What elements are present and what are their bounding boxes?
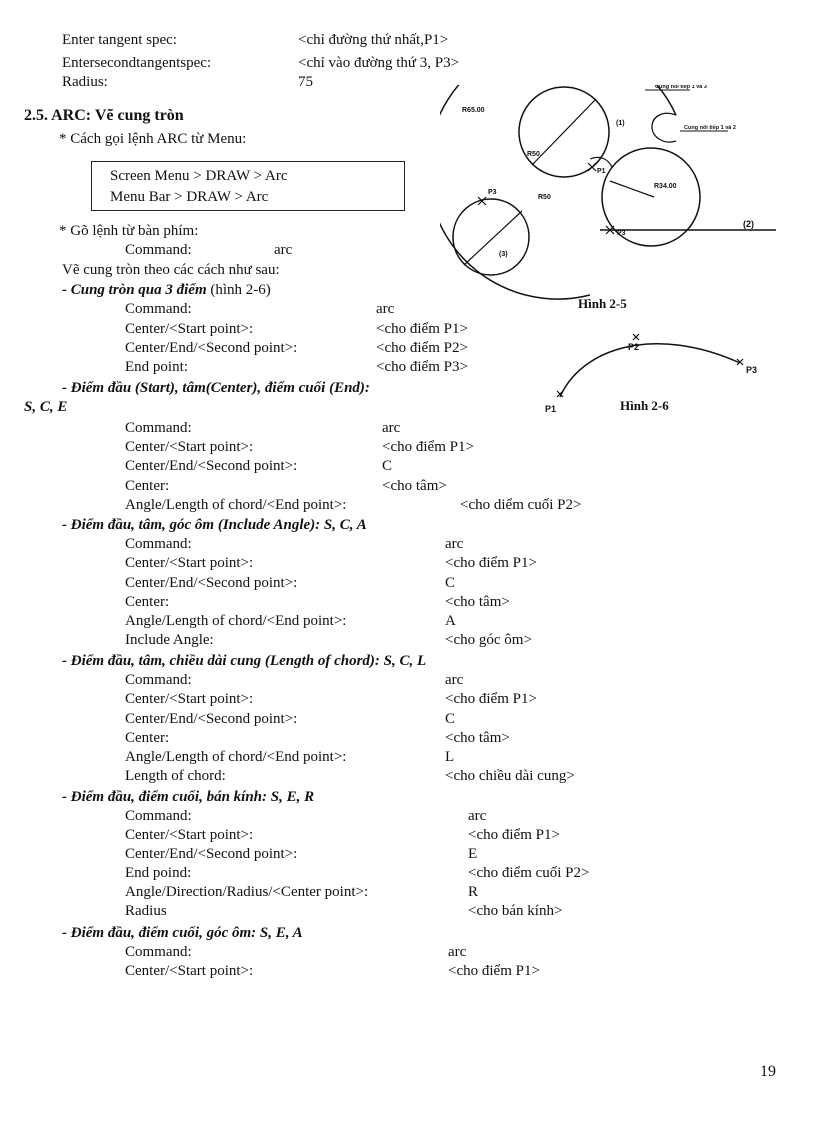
top-line-3-value: 75 xyxy=(298,74,313,90)
method-2-row-value: <cho diểm cuối P2> xyxy=(460,497,582,513)
method-3-row-value: A xyxy=(445,613,456,629)
arc-through-3-points xyxy=(560,344,740,397)
method-2-title: - Điểm đầu (Start), tâm(Center), điểm cuối (End): xyxy=(62,380,370,396)
method-2-row-label: Angle/Length of chord/<End point>: xyxy=(125,497,347,513)
method-4-row-value: <cho điểm P1> xyxy=(445,691,537,707)
method-3-row-value: <cho góc ôm> xyxy=(445,632,532,648)
page-number: 19 xyxy=(760,1063,776,1080)
top-line-2-value: <chỉ vào đường thứ 3, P3> xyxy=(298,55,460,71)
method-4-row-label: Angle/Length of chord/<End point>: xyxy=(125,749,347,765)
fig25-label: R50 xyxy=(527,151,540,158)
method-4-row-label: Center: xyxy=(125,730,170,746)
method-5-row-value: <cho bán kính> xyxy=(468,903,563,919)
fig25-label: (1) xyxy=(616,120,625,127)
fig26-label-p3: P3 xyxy=(746,365,758,375)
method-3-title: - Điểm đầu, tâm, góc ôm (Include Angle): S, C, A xyxy=(62,517,367,533)
method-2-row-value: arc xyxy=(382,420,401,436)
method-5-row-label: End poind: xyxy=(125,865,192,881)
keyboard-intro: * Gõ lệnh từ bàn phím: xyxy=(59,223,199,239)
methods-intro: Vẽ cung tròn theo các cách như sau: xyxy=(62,262,280,278)
fig26-label-p1: P1 xyxy=(545,404,557,414)
method-3-row-label: Include Angle: xyxy=(125,632,214,648)
method-2-row-value: <cho tâm> xyxy=(382,478,447,494)
method-5-row-label: Center/End/<Second point>: xyxy=(125,846,298,862)
figure-2-5 xyxy=(440,85,810,300)
menu-path-menubar: Menu Bar > DRAW > Arc xyxy=(110,189,269,205)
method-3-row-value: arc xyxy=(445,536,464,552)
figure-2-5-caption: Hình 2-5 xyxy=(578,296,627,311)
method-5-row-label: Angle/Direction/Radius/<Center point>: xyxy=(125,884,369,900)
method-1-row-label: End point: xyxy=(125,359,188,375)
method-1-row-value: <cho điểm P2> xyxy=(376,340,468,356)
figure-2-6-caption: Hình 2-6 xyxy=(620,398,669,413)
method-2-row-label: Command: xyxy=(125,420,192,436)
fig25-label: (2) xyxy=(743,219,754,229)
menu-path-box xyxy=(91,161,405,211)
method-5-row-label: Center/<Start point>: xyxy=(125,827,254,843)
method-6-title: - Điểm đầu, điểm cuối, góc ôm: S, E, A xyxy=(62,925,303,941)
method-4-row-label: Center/<Start point>: xyxy=(125,691,254,707)
fig25-label: P3 xyxy=(617,230,626,237)
method-3-row-value: <cho điểm P1> xyxy=(445,555,537,571)
method-3-row-label: Center/End/<Second point>: xyxy=(125,575,298,591)
method-4-row-value: C xyxy=(445,711,456,727)
method-4-row-value: <cho chiều dài cung> xyxy=(445,768,575,784)
top-line-2-label: Entersecondtangentspec: xyxy=(62,55,212,71)
method-4-row-value: arc xyxy=(445,672,464,688)
fig25-label: P1 xyxy=(597,168,606,175)
method-6-row-value: <cho điểm P1> xyxy=(448,963,540,979)
method-4-row-label: Center/End/<Second point>: xyxy=(125,711,298,727)
method-5-row-value: arc xyxy=(468,808,487,824)
method-6-row-value: arc xyxy=(448,944,467,960)
method-6-row-label: Center/<Start point>: xyxy=(125,963,254,979)
method-1-row-value: <cho điểm P3> xyxy=(376,359,468,375)
method-5-row-label: Radius xyxy=(125,903,167,919)
method-2-title-cont: S, C, E xyxy=(24,399,68,415)
method-1-title: - Cung tròn qua 3 điểm (hình 2-6) xyxy=(62,282,271,298)
method-5-row-value: R xyxy=(468,884,479,900)
top-line-1-label: Enter tangent spec: xyxy=(62,32,177,48)
method-3-row-label: Angle/Length of chord/<End point>: xyxy=(125,613,347,629)
method-3-row-label: Center/<Start point>: xyxy=(125,555,254,571)
keyboard-cmd-value: arc xyxy=(274,242,293,258)
method-2-row-value: C xyxy=(382,458,393,474)
fig25-label: R50 xyxy=(538,194,551,201)
method-2-row-label: Center/End/<Second point>: xyxy=(125,458,298,474)
top-line-3-label: Radius: xyxy=(62,74,108,90)
fig25-label: Cung nối tiếp 1 và 3 xyxy=(655,85,707,90)
method-1-row-value: <cho điểm P1> xyxy=(376,321,468,337)
method-1-row-label: Center/End/<Second point>: xyxy=(125,340,298,356)
method-5-row-label: Command: xyxy=(125,808,192,824)
method-2-row-value: <cho điểm P1> xyxy=(382,439,474,455)
method-3-row-label: Center: xyxy=(125,594,170,610)
method-3-row-label: Command: xyxy=(125,536,192,552)
tangent-arc-1-3 xyxy=(652,113,676,142)
method-4-title: - Điểm đầu, tâm, chiều dài cung (Length of chord): S, C, L xyxy=(62,653,427,669)
method-3-row-value: C xyxy=(445,575,456,591)
radius-line-3 xyxy=(464,211,522,265)
method-4-row-value: <cho tâm> xyxy=(445,730,510,746)
method-5-row-value: <cho điểm cuối P2> xyxy=(468,865,590,881)
fig25-label: R34.00 xyxy=(654,183,677,190)
menu-intro: * Cách gọi lệnh ARC từ Menu: xyxy=(59,131,247,147)
method-6-row-label: Command: xyxy=(125,944,192,960)
method-3-row-value: <cho tâm> xyxy=(445,594,510,610)
method-1-row-label: Command: xyxy=(125,301,192,317)
radius-line-1 xyxy=(532,99,596,165)
circle-3 xyxy=(453,199,529,275)
method-4-row-label: Length of chord: xyxy=(125,768,226,784)
radius-line-2 xyxy=(610,181,654,197)
method-5-title: - Điểm đầu, điểm cuối, bán kính: S, E, R xyxy=(62,789,315,805)
method-5-row-value: E xyxy=(468,846,478,862)
method-2-row-label: Center: xyxy=(125,478,170,494)
fig25-label: P3 xyxy=(488,189,497,196)
method-1-row-label: Center/<Start point>: xyxy=(125,321,254,337)
fig25-label: Cung nối tiếp 1 và 2 xyxy=(684,125,736,131)
keyboard-cmd-label: Command: xyxy=(125,242,192,258)
section-heading: 2.5. ARC: Vẽ cung tròn xyxy=(24,107,184,124)
top-line-1-value: <chỉ đường thứ nhất,P1> xyxy=(298,32,449,48)
method-4-row-label: Command: xyxy=(125,672,192,688)
method-4-row-value: L xyxy=(445,749,455,765)
method-2-row-label: Center/<Start point>: xyxy=(125,439,254,455)
method-1-row-value: arc xyxy=(376,301,395,317)
fig25-label: (3) xyxy=(499,251,508,258)
menu-path-screen: Screen Menu > DRAW > Arc xyxy=(110,168,288,184)
fig26-label-p2: P2 xyxy=(628,342,640,352)
fig25-label: R65.00 xyxy=(462,107,485,114)
method-5-row-value: <cho điểm P1> xyxy=(468,827,560,843)
